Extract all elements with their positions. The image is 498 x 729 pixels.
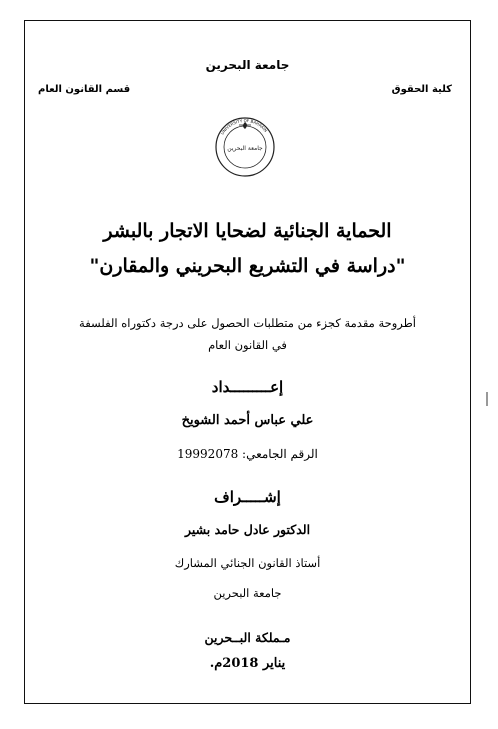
thesis-description-line1: أطروحة مقدمة كجزء من متطلبات الحصول على درجة دكتوراه الفلسفة [79,316,416,330]
country-name: مـملكة البــحرين [204,630,291,645]
department-name: قسم القانون العام [38,84,131,95]
submission-date: يناير 2018م. [209,656,286,671]
university-name: جامعة البحرين [205,58,290,72]
scan-mark [486,392,488,406]
seal-center-text: جامعة البحرين [227,145,263,152]
prepared-by-label: إعـــــــــداد [211,378,284,396]
author-name: علي عباس أحمد الشويخ [181,413,314,428]
supervisor-title: أستاذ القانون الجنائي المشارك [174,556,321,570]
seal-ring-text: UNIVERSITY OF BAHRAIN [219,117,269,136]
supervision-label: إشـــــراف [214,488,281,506]
thesis-title-line2: "دراسة في التشريع البحريني والمقارن" [89,255,406,277]
supervisor-name: الدكتور عادل حامد بشير [184,522,311,537]
thesis-description-line2: في القانون العام [208,338,287,352]
student-id: الرقم الجامعي: 19992078 [177,447,318,461]
thesis-title-line1: الحماية الجنائية لضحايا الاتجار بالبشر [103,220,392,242]
university-seal-icon [214,116,276,178]
supervisor-university: جامعة البحرين [213,586,282,600]
faculty-name: كلية الحقوق [391,84,452,95]
